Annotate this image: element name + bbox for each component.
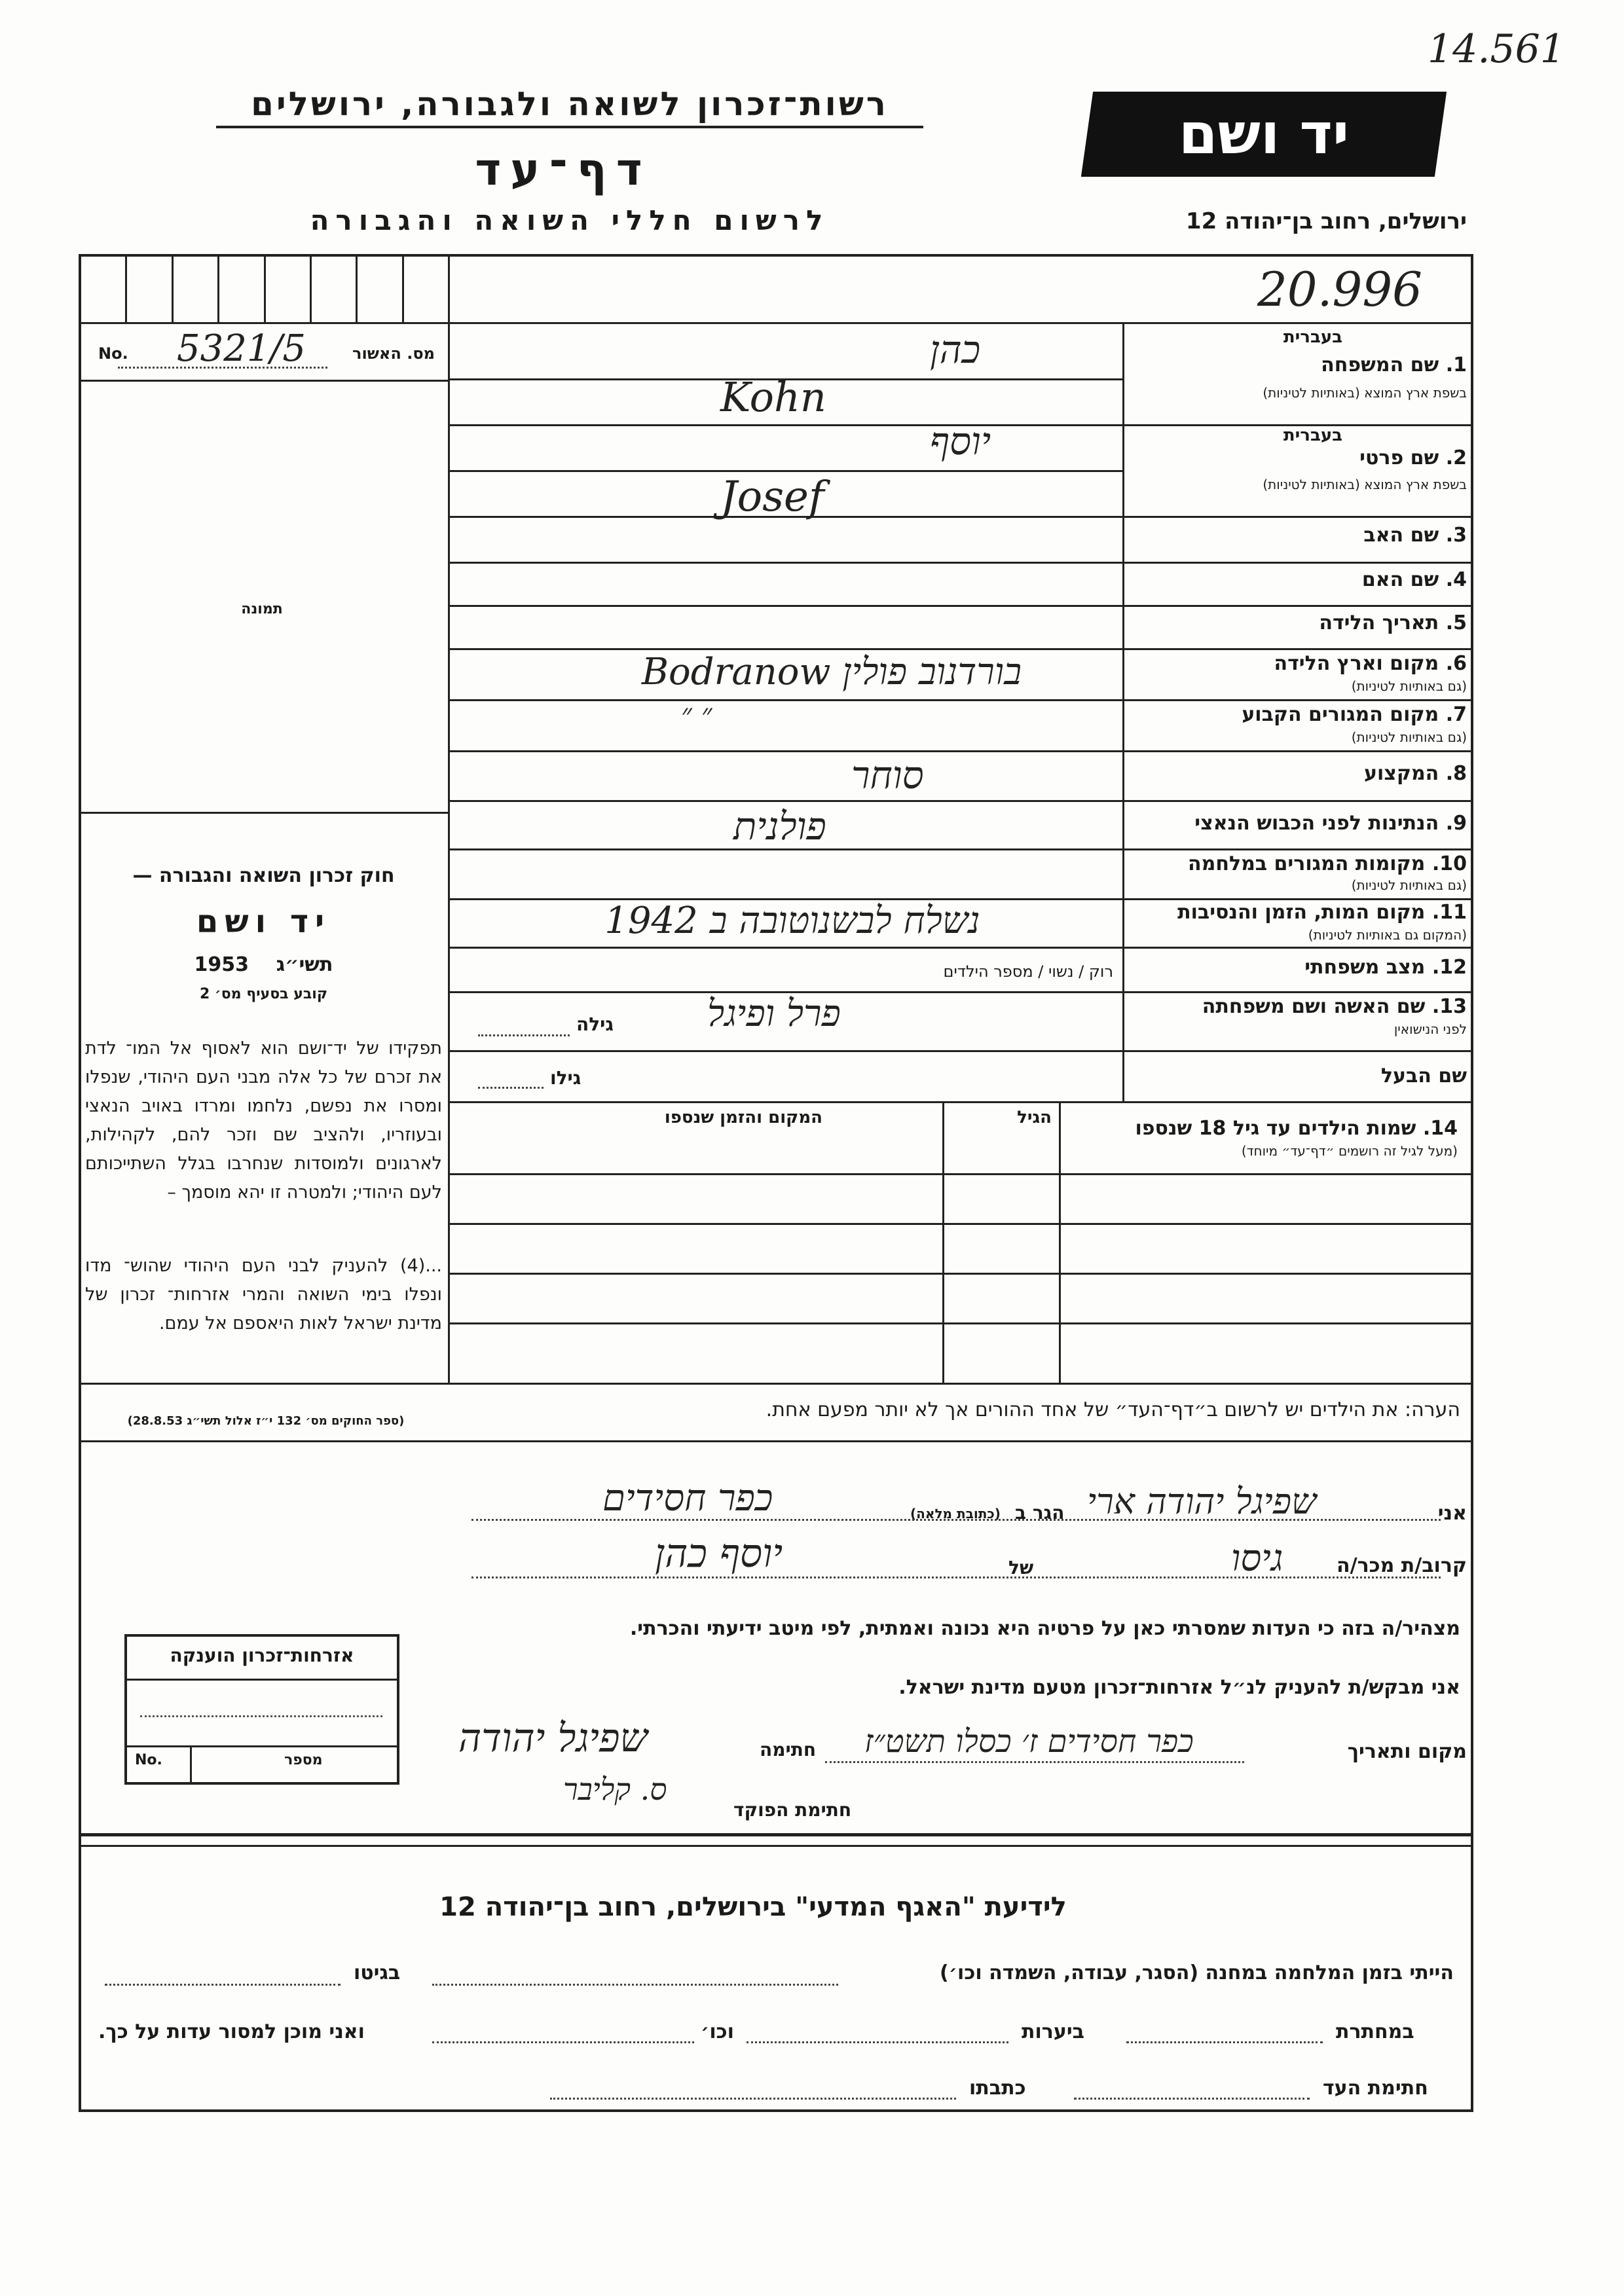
field-3: 3. שם האב bbox=[1363, 524, 1467, 547]
law-name: יד ושם bbox=[196, 903, 331, 940]
law-gazette: (ספר החוקים מס׳ 132 י״ז אלול תשי״ג 28.8.53) bbox=[127, 1414, 405, 1428]
law-text-1: תפקידו של יד־ושם הוא לאסוף אל המו־ לדת את זכרם של כל אלה מבני העם היהודי, שנפלו ומסרו את נפשם, נלחמו ומרדו באויב הנאצי ובעוזריו, ולהציב שם וזכר להם, לקהילות, לארגונים ולמוסדות שנחרבו בגלל השתייכותם לעם היהודי; ולמטרה זו יהא מוסמך – bbox=[85, 1038, 442, 1203]
citizenship-request: אני מבקש/ת להעניק לנ״ל אזרחות־זכרון מטעם מדינת ישראל. bbox=[898, 1676, 1460, 1699]
law-text-2: ...(4) להעניק לבני העם היהודי שהוש־ מדו ונפלו בימי השואה והמרי אזרחות־ זכרון של מדינת ישראל לאות היאספם אל עמם. bbox=[85, 1256, 442, 1334]
permit-label: מס. האשור bbox=[352, 344, 435, 363]
family-name-hebrew: כהן bbox=[930, 327, 981, 372]
children-table: 14. שמות הילדים עד גיל 18 שנספו (מעל לגיל זה רושמים ״דף־עד״ מיוחד) הגיל המקום והזמן שנספו bbox=[450, 1101, 1471, 1383]
logo-address: ירושלים, רחוב בן־יהודה 12 bbox=[1185, 208, 1467, 234]
children-note: הערה: את הילדים יש לרשום ב״דף־העד״ של אחד ההורים אך לא יותר מפעם אחת. bbox=[766, 1398, 1460, 1421]
nationality-value: פולנית bbox=[733, 804, 826, 848]
inspector-label: חתימת הפוקד bbox=[733, 1799, 852, 1821]
footer-title: לידיעת "האגף המדעי" בירושלים, רחוב בן־יהודה 12 bbox=[439, 1892, 1067, 1922]
residence-value: ״ ״ bbox=[681, 698, 712, 731]
given-name-hebrew: יוסף bbox=[930, 419, 991, 464]
permit-value: 5321/5 bbox=[177, 327, 306, 370]
law-year: 1953 תשי״ג bbox=[194, 953, 333, 976]
wife-name-value: פרל ופיגל bbox=[707, 993, 841, 1035]
yad-vashem-logo: יד ושם bbox=[1081, 92, 1447, 177]
death-place-value: נשלח לבשנוטובה ב 1942 bbox=[604, 900, 980, 942]
relation-value: גיסו bbox=[1231, 1537, 1283, 1580]
archive-stamp-number: 14.561 bbox=[1428, 26, 1565, 72]
law-clause: קובע בסעיף מס׳ 2 bbox=[199, 986, 328, 1002]
victim-name-declaration: יוסף כהן bbox=[655, 1531, 783, 1576]
form-title: דף־עד bbox=[475, 144, 652, 196]
of-label: של bbox=[1008, 1557, 1034, 1578]
record-number: 20.996 bbox=[1257, 262, 1422, 317]
permit-no-label: No. bbox=[98, 344, 128, 363]
tick-row bbox=[81, 257, 448, 322]
age-her-label: גילה bbox=[576, 1013, 614, 1035]
address-hint: (כתובת מלאה) bbox=[910, 1506, 1001, 1522]
signature-label: חתימה bbox=[760, 1739, 817, 1760]
citizenship-granted-box: אזרחות־זכרון הוענקה No. מספר bbox=[124, 1634, 399, 1785]
law-title: חוק זכרון השואה והגבורה — bbox=[132, 864, 395, 887]
authority-title: רשות־זכרון לשואה ולגבורה, ירושלים bbox=[216, 85, 923, 128]
given-name-latin: Josef bbox=[720, 473, 824, 521]
declarant-name: שפיגל יהודה ארי bbox=[1087, 1481, 1317, 1522]
place-date-value: כפר חסידים ז׳ כסלו תשט״ז bbox=[864, 1723, 1194, 1760]
photo-label: תמונה bbox=[241, 601, 283, 617]
form-subtitle: לרשום חללי השואה והגבורה bbox=[310, 204, 830, 236]
field-5: 5. תאריך הלידה bbox=[1319, 611, 1467, 634]
sworn-statement: מצהיר/ה בזה כי העדות שמסרתי כאן על פרטיה היא נכונה ואמתית, לפי מיטב ידיעתי והכרתי. bbox=[629, 1617, 1460, 1640]
occupation-value: סוחר bbox=[851, 753, 924, 797]
family-name-latin: Kohn bbox=[720, 373, 826, 421]
age-his-label: גילו bbox=[550, 1067, 581, 1089]
marital-status-options: רוק / נשוי / מספר הילדים bbox=[943, 962, 1113, 981]
signature-value: שפיגל יהודה bbox=[458, 1715, 648, 1761]
field-4: 4. שם האם bbox=[1361, 568, 1467, 591]
birthplace-value: בורדנוב פולין Bodranow bbox=[641, 651, 1022, 693]
declarant-address: כפר חסידים bbox=[602, 1477, 773, 1520]
inspector-signature: ס. קליבר bbox=[563, 1772, 667, 1807]
resides-label: הגר ב bbox=[1015, 1502, 1065, 1523]
